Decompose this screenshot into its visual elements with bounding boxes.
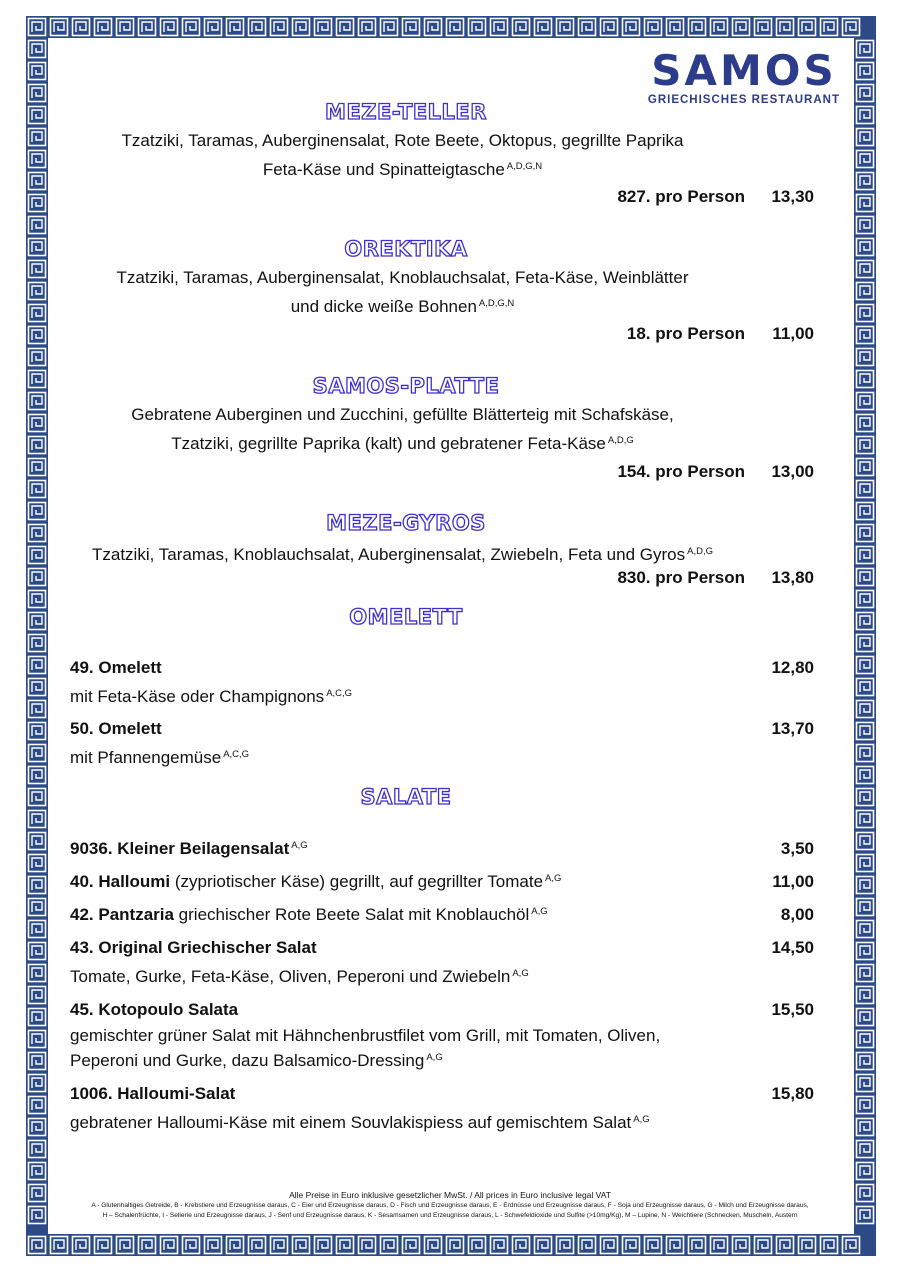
footer-notes: [60, 1189, 840, 1221]
menu-item-name: 42. Pantzaria: [70, 905, 174, 924]
meze-gyros-price: 13,80: [771, 568, 814, 587]
menu-item-name: 45. Kotopoulo Salata: [70, 1000, 239, 1019]
allergen-codes: A,G: [531, 906, 548, 917]
menu-item-price: 11,00: [772, 872, 814, 891]
logo-name: SAMOS: [651, 46, 837, 95]
menu-item-desc: mit Feta-Käse oder Champignons $^{A,C,G}$: [70, 687, 353, 706]
section-title-omelett: OMELETT: [349, 605, 463, 629]
allergen-codes: A,D,G,N: [506, 161, 543, 172]
menu-item-name: 43. Original Griechischer Salat: [70, 938, 317, 957]
menu-item-name: 9036. Kleiner Beilagensalat: [70, 839, 290, 858]
menu-item-price: 8,00: [780, 905, 814, 924]
meze-teller-desc-line1: Tzatziki, Taramas, Auberginensalat, Rote Beete, Oktopus, gegrillte Paprika: [121, 131, 684, 150]
menu-item-price: 13,70: [771, 719, 814, 738]
allergen-codes: A,D,G,N: [478, 298, 515, 309]
meze-teller-description: [60, 128, 745, 183]
allergen-codes: A,C,G: [223, 749, 250, 760]
allergen-codes: A,G: [291, 840, 308, 851]
meze-gyros-number: 830. pro Person: [617, 568, 745, 587]
allergen-codes: A,D,G: [607, 435, 634, 446]
samos-platte-number: 154. pro Person: [617, 462, 745, 481]
allergen-codes: A,G: [545, 873, 562, 884]
menu-item-price: 14,50: [771, 938, 814, 957]
samos-platte-price: 13,00: [771, 462, 814, 481]
section-title-salate: SALATE: [360, 785, 452, 809]
menu-item-name: 40. Halloumi: [70, 872, 171, 891]
menu-item-desc: gebratener Halloumi-Käse mit einem Souvlakispiess auf gemischtem Salat $^{A,G}$: [70, 1113, 650, 1132]
meze-gyros-desc-line1: Tzatziki, Taramas, Knoblauchsalat, Auberginensalat, Zwiebeln, Feta und Gyros $^{A,D,G}$: [92, 545, 713, 564]
allergen-codes: A,C,G: [326, 688, 353, 699]
samos-platte-desc-line2: Tzatziki, gegrillte Paprika (kalt) und gebratener Feta-Käse $^{A,D,G}$: [171, 434, 634, 453]
menu-item-price: 15,80: [771, 1084, 814, 1103]
section-title-orektika: OREKTIKA: [344, 237, 468, 261]
section-title-meze-teller: MEZE-TELLER: [325, 100, 487, 124]
menu-item: [70, 839, 308, 859]
menu-item-desc: Tomate, Gurke, Feta-Käse, Oliven, Peperoni und Zwiebeln $^{A,G}$: [70, 967, 529, 986]
meze-teller-number: 827. pro Person: [617, 187, 745, 206]
menu-item-desc: gemischter grüner Salat mit Hähnchenbrustfilet vom Grill, mit Tomaten, Oliven, Peperoni und Gurke, dazu Balsamico-Dressing $^{A,G}$: [70, 1026, 661, 1070]
meze-gyros-description: [60, 539, 745, 568]
allergen-codes: A,D,G: [687, 546, 713, 557]
section-title-meze-gyros: MEZE-GYROS: [326, 511, 486, 535]
orektika-description: [60, 265, 745, 320]
menu-item: 42. Pantzaria griechischer Rote Beete Salat mit Knoblauchöl $^{A,G}$: [70, 905, 548, 924]
restaurant-logo: [647, 46, 840, 106]
vat-note: Alle Preise in Euro inklusive gesetzlicher MwSt. / All prices in Euro inclusive legal VAT: [289, 1190, 611, 1200]
orektika-desc-line2: und dicke weiße Bohnen $^{A,D,G,N}$: [290, 297, 515, 316]
menu-item: 40. Halloumi (zypriotischer Käse) gegrillt, auf gegrillter Tomate $^{A,G}$: [70, 872, 562, 891]
orektika-number: 18. pro Person: [626, 324, 745, 343]
allergen-codes: A,G: [633, 1114, 650, 1125]
meze-teller-price: 13,30: [771, 187, 814, 206]
menu-item-name: 1006. Halloumi-Salat: [70, 1084, 236, 1103]
section-title-samos-platte: SAMOS-PLATTE: [312, 374, 500, 398]
menu-item-price: 12,80: [771, 658, 814, 677]
meze-teller-desc-line2: Feta-Käse und Spinatteigtasche $^{A,D,G,N}$: [262, 160, 543, 179]
samos-platte-desc-line1: Gebratene Auberginen und Zucchini, gefüllte Blätterteig mit Schafskäse,: [131, 405, 674, 424]
menu-item-name: 49. Omelett: [70, 658, 162, 677]
allergen-codes: A,G: [426, 1052, 443, 1063]
menu-item-price: 15,50: [771, 1000, 814, 1019]
orektika-desc-line1: Tzatziki, Taramas, Auberginensalat, Knoblauchsalat, Feta-Käse, Weinblätter: [116, 268, 689, 287]
menu-item-price: 3,50: [780, 839, 814, 858]
menu-item-desc: mit Pfannengemüse $^{A,C,G}$: [70, 748, 250, 767]
logo-tagline: GRIECHISCHES RESTAURANT: [647, 94, 840, 106]
orektika-price: 11,00: [772, 324, 814, 343]
samos-platte-description: [60, 402, 745, 457]
allergen-codes: A,G: [512, 968, 529, 979]
allergen-legend-line1: A - Glutenhaltiges Getreide, B - Krebstiere und Erzeugnisse daraus, C - Eier und Erzeugnisse daraus, D - Fisch und Erzeugnisse daraus, E - Erdnüsse und Erzeugnisse daraus, F - Soja und Erzeugnisse daraus, G - Milch und Erzeugnisse daraus,: [91, 1202, 809, 1209]
menu-item-name: 50. Omelett: [70, 719, 162, 738]
allergen-legend-line2: H – Schalenfrüchte, I - Sellerie und Erzeugnisse daraus, J - Senf und Erzeugnisse daraus, K - Sesamsamen und Erzeugnisse daraus, L - Schwefeldioxide und Sulfite (>10mg/Kg), M – Lupine, N - Weichtiere (Schnecken, Muscheln, Austern: [102, 1212, 798, 1219]
